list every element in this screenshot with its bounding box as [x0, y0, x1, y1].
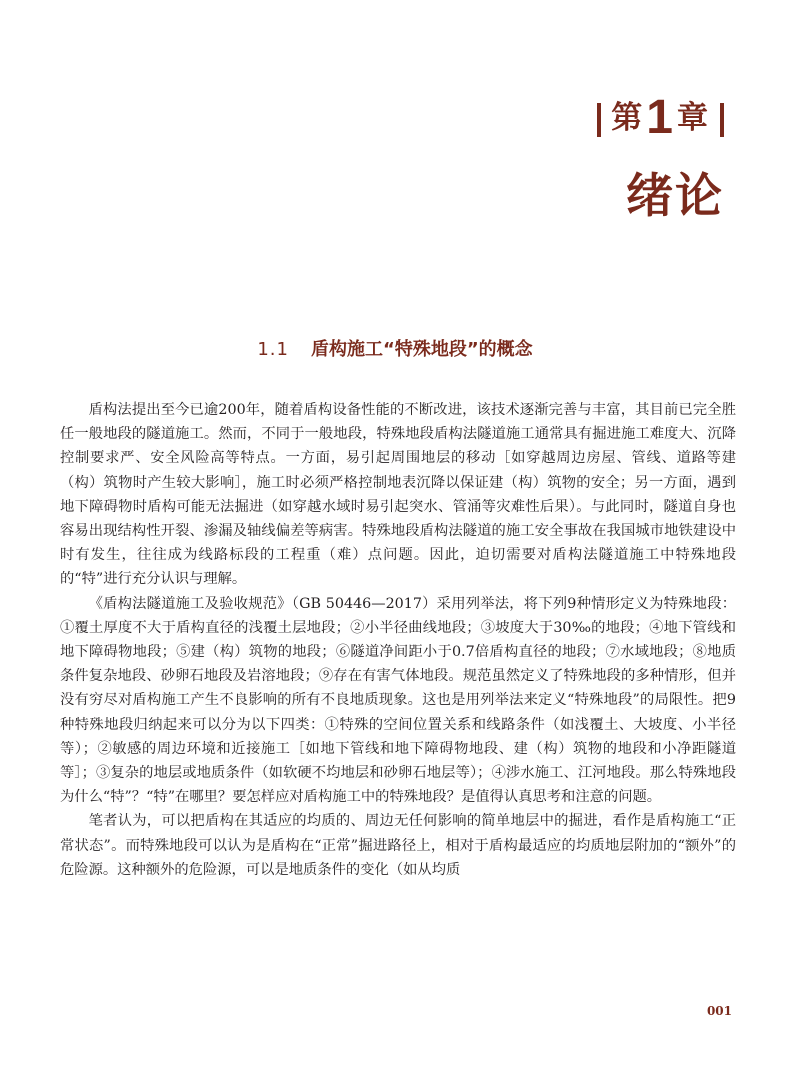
body-text — [60, 398, 736, 882]
chapter-suffix: 章 — [677, 100, 708, 136]
chapter-label-left-bar — [597, 103, 601, 137]
chapter-label — [597, 92, 724, 144]
section-number: 1.1 — [257, 339, 289, 360]
paragraph: 盾构法提出至今已逾200年，随着盾构设备性能的不断改进，该技术逐渐完善与丰富，其目前已完全胜任一般地段的隧道施工。然而，不同于一般地段，特殊地段盾构法隧道施工通常具有掘进施工难度大、沉降控制要求严、安全风险高等特点。一方面，易引起周围地层的移动［如穿越周边房屋、管线、道路等建（构）筑物时产生较大影响］，施工时必须严格控制地表沉降以保证建（构）筑物的安全；另一方面，遇到地下障碍物时盾构可能无法掘进（如穿越水域时易引起突水、管涌等灾难性后果）。与此同时，隧道自身也容易出现结构性开裂、渗漏及轴线偏差等病害。特殊地段盾构法隧道的施工安全事故在我国城市地铁建设中时有发生，往往成为线路标段的工程重（难）点问题。因此，迫切需要对盾构法隧道施工中特殊地段的“特”进行充分认识与理解。 — [60, 402, 736, 588]
page-number: 001 — [706, 1004, 732, 1018]
chapter-label-right-bar — [720, 103, 724, 137]
paragraph: 笔者认为，可以把盾构在其适应的均质的、周边无任何影响的简单地层中的掘进，看作是盾构施工“正常状态”。而特殊地段可以认为是盾构在“正常”掘进路径上，相对于盾构最适应的均质地层附加的“额外”的危险源。这种额外的危险源，可以是地质条件的变化（如从均质 — [60, 813, 736, 878]
section-heading — [0, 336, 790, 364]
chapter-prefix: 第 — [611, 100, 643, 136]
chapter-title: 绪论 — [626, 169, 724, 224]
paragraph: 《盾构法隧道施工及验收规范》（GB 50446—2017）采用列举法，将下列9种情形定义为特殊地段：①覆土厚度不大于盾构直径的浅覆土层地段；②小半径曲线地段；③坡度大于30‰的地段；④地下管线和地下障碍物地段；⑤建（构）筑物的地段；⑥隧道净间距小于0.7倍盾构直径的地段；⑦水域地段；⑧地质条件复杂地段、砂卵石地段及岩溶地段；⑨存在有害气体地段。规范虽然定义了特殊地段的多种情形，但并没有穷尽对盾构施工产生不良影响的所有不良地质现象。这也是用列举法来定义“特殊地段”的局限性。把9种特殊地段归纳起来可以分为以下四类：①特殊的空间位置关系和线路条件（如浅覆土、大坡度、小半径等）；②敏感的周边环境和近接施工［如地下管线和地下障碍物地段、建（构）筑物的地段和小净距隧道等］；③复杂的地层或地质条件（如软硬不均地层和砂卵石地层等）；④涉水施工、江河地段。那么特殊地段为什么“特”？“特”在哪里？要怎样应对盾构施工中的特殊地段？是值得认真思考和注意的问题。 — [60, 595, 736, 806]
chapter-number: 1 — [646, 91, 673, 144]
section-title: 盾构施工“特殊地段”的概念 — [310, 339, 533, 360]
